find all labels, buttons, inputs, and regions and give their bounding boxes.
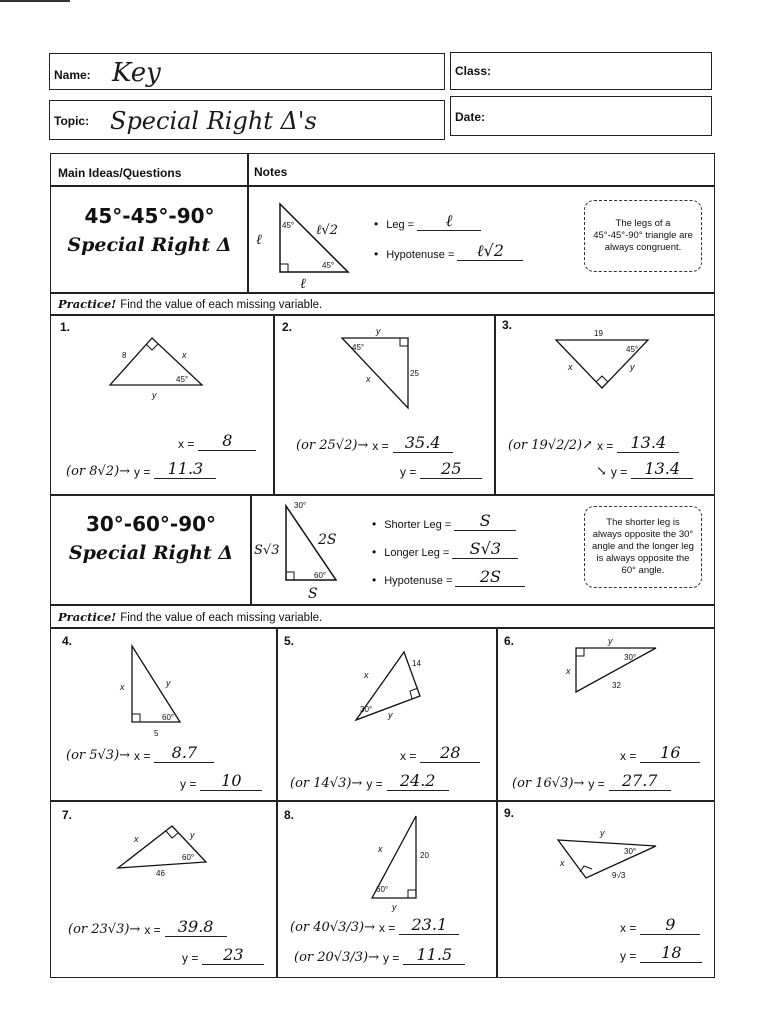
problem3-x-answer <box>508 434 679 453</box>
side-b-label: 20 <box>420 851 429 860</box>
problem-number: 3. <box>502 318 513 332</box>
angle-label: 45° <box>626 345 639 354</box>
practice2-text: Find the value of each missing variable. <box>120 612 323 624</box>
tri-bottom-label: ℓ <box>300 276 306 292</box>
problem1-x-answer <box>178 432 256 451</box>
section1-title <box>52 204 247 256</box>
y-label: y = <box>382 951 400 965</box>
x-value[interactable]: 16 <box>640 744 700 763</box>
side-a-label: y <box>600 828 605 838</box>
x-label: x = <box>372 439 389 453</box>
tri-long-label: S√3 <box>254 543 280 558</box>
x-alt-note: (or 25√2)→ <box>296 438 369 453</box>
y-label: y = <box>400 465 417 479</box>
y-alt-note: (or 8√2)→ <box>66 464 131 479</box>
side-c-label: 32 <box>612 681 621 690</box>
leg-label: Leg = <box>386 219 415 231</box>
side-a-label: 8 <box>122 351 127 360</box>
y-label: y = <box>610 465 628 479</box>
problem6-triangle <box>560 636 670 706</box>
y-label: y = <box>588 777 605 791</box>
problem5-triangle <box>340 646 440 736</box>
angle-label: 30° <box>624 653 637 662</box>
short-leg-row: • Shorter Leg = S <box>372 512 516 531</box>
hyp-value[interactable]: ℓ√2 <box>457 242 523 261</box>
right-angle-mark <box>580 866 592 872</box>
problem8-x-answer <box>290 916 459 935</box>
name-value: Key <box>112 58 161 88</box>
right-angle-mark <box>596 376 608 382</box>
triangle-shape <box>558 840 656 878</box>
problem6-x-answer <box>620 744 700 763</box>
tri-short-label: S <box>308 586 318 602</box>
hypotenuse-value[interactable]: 2S <box>455 568 525 587</box>
section1-note: The legs of a 45°-45°-90° triangle are always congruent. <box>584 200 702 272</box>
y-value[interactable]: 25 <box>420 460 482 479</box>
x-value[interactable]: 13.4 <box>617 434 679 453</box>
problem1-y-answer <box>66 460 216 479</box>
y-value[interactable]: 24.2 <box>387 772 449 791</box>
triangle-shape <box>280 204 348 272</box>
table-header-divider <box>50 185 715 187</box>
problem5-x-answer <box>400 744 480 763</box>
angle-top-label: 45° <box>282 221 295 230</box>
practice2-divider-top <box>50 604 715 606</box>
long-leg-value[interactable]: S√3 <box>452 540 518 559</box>
date-box[interactable] <box>450 96 712 136</box>
x-value[interactable]: 9 <box>640 916 700 935</box>
x-value[interactable]: 8.7 <box>154 744 214 763</box>
angle-bottom-label: 60° <box>314 571 327 580</box>
section1-title-line2: Special Right Δ <box>67 234 232 256</box>
angle-label: 60° <box>376 885 389 894</box>
angle-label: 45° <box>176 375 189 384</box>
row2-col-divider-2 <box>496 627 498 977</box>
x-alt-note: (or 23√3)→ <box>68 922 141 937</box>
problem9-y-answer <box>620 944 702 963</box>
short-leg-label: Shorter Leg = <box>384 519 452 531</box>
tri-leg-label: ℓ <box>256 232 262 248</box>
problem8-triangle <box>356 812 446 912</box>
problem4-triangle <box>112 640 202 740</box>
practice2-bar <box>58 610 322 624</box>
section2-title-line2: Special Right Δ <box>68 542 234 564</box>
x-label: x = <box>620 921 637 935</box>
col-notes-header: Notes <box>254 165 288 179</box>
problem-number: 1. <box>60 320 71 334</box>
x-value[interactable]: 39.8 <box>165 918 227 937</box>
tri-hyp-label: ℓ√2 <box>316 223 338 238</box>
x-value[interactable]: 23.1 <box>399 916 459 935</box>
section2-triangle <box>252 498 362 602</box>
triangle-shape <box>110 338 202 385</box>
x-alt-note: (or 5√3)→ <box>66 748 131 763</box>
y-alt-note: (or 16√3)→ <box>512 776 585 791</box>
problem-number: 2. <box>282 320 293 334</box>
class-box[interactable] <box>450 52 712 90</box>
problem9-x-answer <box>620 916 700 935</box>
y-label: y = <box>180 777 197 791</box>
side-c-label: y <box>152 390 157 400</box>
row3-divider <box>50 800 715 802</box>
problem4-y-answer <box>180 772 262 791</box>
side-b-label: x <box>560 858 565 868</box>
side-b-label: x <box>182 350 187 360</box>
problem6-y-answer <box>512 772 671 791</box>
y-value[interactable]: 18 <box>640 944 702 963</box>
angle-top-label: 30° <box>294 501 307 510</box>
right-angle-mark <box>132 714 140 722</box>
problem9-triangle <box>550 826 670 886</box>
practice1-divider-bottom <box>50 314 715 316</box>
x-value[interactable]: 8 <box>198 432 256 451</box>
problem2-triangle <box>330 326 440 416</box>
side-b-label: 25 <box>410 369 419 378</box>
side-b-label: y <box>166 678 171 688</box>
problem7-x-answer <box>68 918 227 937</box>
tri-hyp-label: 2S <box>318 532 337 548</box>
right-angle-mark <box>146 344 158 350</box>
y-value[interactable]: 13.4 <box>631 460 693 479</box>
problem4-x-answer <box>66 744 214 763</box>
side-c-label: 46 <box>156 869 165 878</box>
section2-note: The shorter leg is always opposite the 30° angle and the longer leg is always opposite the 60° angle. <box>584 506 702 588</box>
y-value[interactable]: 27.7 <box>609 772 671 791</box>
problem7-y-answer <box>182 946 264 965</box>
row1-col-divider-1 <box>273 314 275 494</box>
row2-col-divider-1 <box>276 627 278 977</box>
y-value[interactable]: 11.3 <box>154 460 216 479</box>
angle-label: 60° <box>182 853 195 862</box>
angle-label: 30° <box>360 705 373 714</box>
right-angle-mark <box>576 648 584 656</box>
y-value[interactable]: 10 <box>200 772 262 791</box>
problem8-y-answer <box>294 946 465 965</box>
x-label: x = <box>400 749 417 763</box>
problem-number: 9. <box>504 806 515 820</box>
y-value[interactable]: 11.5 <box>403 946 465 965</box>
problem1-triangle <box>100 330 210 400</box>
leg-value[interactable]: ℓ <box>417 212 481 231</box>
side-c-label: x <box>366 374 371 384</box>
side-c-label: 5 <box>154 729 159 738</box>
practice1-text: Find the value of each missing variable. <box>120 299 323 311</box>
section2-title-line1: 30°-60°-90° <box>85 512 217 536</box>
x-label: x = <box>378 921 396 935</box>
triangle-shape <box>132 646 180 722</box>
side-a-label: x <box>364 670 369 680</box>
x-label: x = <box>620 749 637 763</box>
section1-title-line1: 45°-45°-90° <box>84 204 215 228</box>
right-angle-mark <box>286 572 294 580</box>
practice2-label: Practice! <box>58 610 117 624</box>
long-leg-label: Longer Leg = <box>384 547 450 559</box>
y-label: y = <box>134 465 151 479</box>
y-label: y = <box>620 949 637 963</box>
right-angle-mark <box>400 338 408 346</box>
scan-mark <box>0 0 70 2</box>
leg-row: • Leg = ℓ <box>374 212 481 231</box>
col-main-ideas-header: Main Ideas/Questions <box>58 166 182 180</box>
y-alt-note: (or 20√3/3)→ <box>294 950 379 965</box>
class-label: Class: <box>455 64 492 78</box>
side-a-label: y <box>376 326 381 336</box>
problem-number: 5. <box>284 634 295 648</box>
y-alt-note: ↘ <box>596 464 607 479</box>
date-label: Date: <box>455 110 486 124</box>
table-col-divider <box>247 153 249 292</box>
topic-value: Special Right Δ's <box>110 107 317 135</box>
angle-label: 60° <box>162 713 175 722</box>
problem5-y-answer <box>290 772 449 791</box>
practice1-divider-top <box>50 292 715 294</box>
right-angle-mark <box>166 831 178 838</box>
side-a-label: y <box>608 636 613 646</box>
x-value[interactable]: 28 <box>420 744 480 763</box>
x-value[interactable]: 35.4 <box>393 434 453 453</box>
side-c-label: 9√3 <box>612 871 626 880</box>
problem-number: 8. <box>284 808 295 822</box>
right-angle-mark <box>408 890 416 898</box>
side-c-label: y <box>630 362 635 372</box>
y-value[interactable]: 23 <box>202 946 264 965</box>
name-label: Name: <box>54 68 91 82</box>
y-label: y = <box>366 777 383 791</box>
problem3-y-answer <box>596 460 693 479</box>
hypotenuse-row: • Hypotenuse = 2S <box>372 568 525 587</box>
side-b-label: x <box>566 666 571 676</box>
x-label: x = <box>596 439 614 453</box>
section1-triangle <box>250 196 360 292</box>
y-alt-note: (or 14√3)→ <box>290 776 363 791</box>
section2-title <box>52 512 250 564</box>
topic-box[interactable] <box>49 100 445 140</box>
y-label: y = <box>182 951 199 965</box>
short-leg-value[interactable]: S <box>454 512 516 531</box>
side-a-label: x <box>120 682 125 692</box>
long-leg-row: • Longer Leg = S√3 <box>372 540 518 559</box>
x-label: x = <box>144 923 161 937</box>
side-c-label: y <box>388 710 393 720</box>
side-c-label: y <box>392 902 397 912</box>
practice1-bar <box>58 297 322 311</box>
problem2-x-answer <box>296 434 453 453</box>
side-a-label: 19 <box>594 329 603 338</box>
problem3-triangle <box>548 326 658 396</box>
angle-bottom-label: 45° <box>322 261 335 270</box>
hyp-label: Hypotenuse = <box>386 249 455 261</box>
side-a-label: x <box>134 834 139 844</box>
right-angle-mark <box>280 264 288 272</box>
practice2-divider-bottom <box>50 627 715 629</box>
problem-number: 7. <box>62 808 73 822</box>
side-a-label: x <box>378 844 383 854</box>
section2-divider-top <box>50 494 715 496</box>
angle-label: 45° <box>352 343 365 352</box>
x-label: x = <box>134 749 151 763</box>
x-alt-note: (or 19√2/2)↗ <box>508 438 593 453</box>
name-box[interactable] <box>49 53 445 90</box>
hyp-row: • Hypotenuse = ℓ√2 <box>374 242 523 261</box>
problem7-triangle <box>110 818 220 888</box>
side-b-label: x <box>568 362 573 372</box>
topic-label: Topic: <box>54 114 90 128</box>
hypotenuse-label: Hypotenuse = <box>384 575 453 587</box>
practice1-label: Practice! <box>58 297 117 311</box>
problem-number: 4. <box>62 634 73 648</box>
angle-label: 30° <box>624 847 637 856</box>
side-b-label: 14 <box>412 659 421 668</box>
row1-col-divider-2 <box>494 314 496 494</box>
problem-number: 6. <box>504 634 515 648</box>
x-alt-note: (or 40√3/3)→ <box>290 920 375 935</box>
x-label: x = <box>178 437 195 451</box>
side-b-label: y <box>190 830 195 840</box>
problem2-y-answer <box>400 460 482 479</box>
